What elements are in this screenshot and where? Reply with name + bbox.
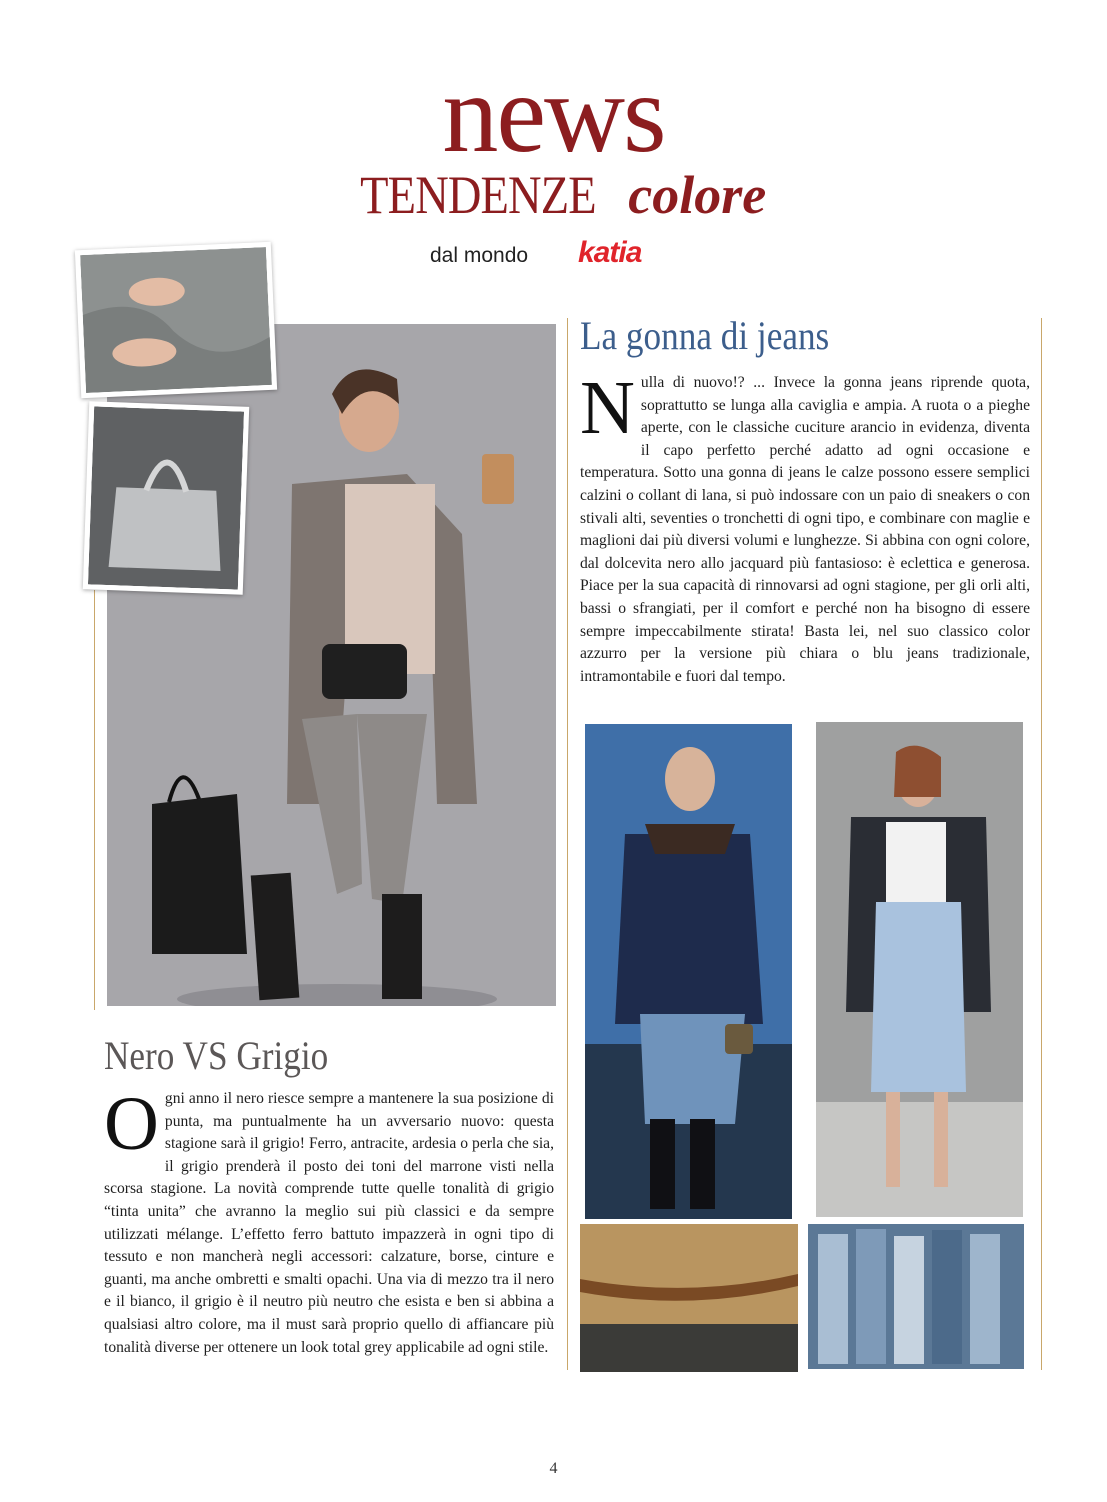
photo-grey-fabric-frame: [75, 242, 277, 398]
article-jeans-body: [580, 366, 1030, 688]
page-number: 4: [549, 1460, 558, 1477]
masthead-title: news: [442, 52, 665, 176]
photo-grey-handbag-frame: [83, 401, 249, 594]
subtitle-tendenze: TENDENZE: [359, 165, 596, 225]
photo-belt-detail: [580, 1224, 798, 1372]
subtitle-colore: colore: [628, 165, 767, 225]
center-column-rule: [567, 318, 568, 1370]
photo-street-denim-skirt: [816, 722, 1023, 1217]
article-grigio-title: Nero VS Grigio: [104, 1033, 329, 1078]
article-jeans-text: ulla di nuovo!? ... Invece la gonna jeans riprende quota, soprattutto se lunga alla caviglia e ampia. A ruota o a pieghe aperte, con le classiche cuciture arancio in evidenza, diventa il capo perfetto perché adatto ad ogni occasione e temperatura. Sotto una gonna di jeans le calze possono essere semplici calzini o collant di lana, si può indossare con un paio di sneakers o con stivali alti, seventies o tronchetti di ogni tipo, e combinare con maglie e maglioni dai più diversi volumi e lunghezze. Si abbina con ogni colore, dal dolcevita nero allo jacquard più fantasioso: è eclettica e generosa. Piace per la sua capacità di rinnovarsi ad ogni stagione, per gli orli alti, bassi o sfrangiati, per il comfort e perché non ha bisogno di essere sempre impeccabilmente stirata! Basta lei, nel suo classico color azzurro per la versione più chiara o blu jeans tradizionale, intramontabile e fuori dal tempo.: [580, 374, 1030, 685]
article-grigio-body: [104, 1082, 554, 1359]
photo-grey-handbag: [88, 406, 244, 589]
photo-hands-grey-fabric: [80, 247, 272, 393]
photo-runway-denim-skirt: [585, 724, 792, 1219]
masthead-subtitle: [0, 165, 1107, 225]
article-jeans-dropcap: N: [580, 366, 635, 450]
right-column-rule: [1041, 318, 1042, 1370]
katia-logo: katia: [578, 236, 642, 269]
left-column-rule: [94, 590, 95, 1010]
article-jeans-title: La gonna di jeans: [580, 313, 830, 358]
photo-stacked-jeans: [808, 1224, 1024, 1369]
article-grigio-text: gni anno il nero riesce sempre a mantenere la sua posizione di punta, ma puntualmente ha un avversario nuovo: questa stagione sarà il grigio! Ferro, antracite, ardesia o perla che sia, il grigio prenderà il posto dei toni del marrone visti nella scorsa stagione. La novità comprende tutte quelle tonalità di grigio “tinta unita” che avranno la meglio sui più classici e da sempre utilizzati mélange. L’effetto ferro battuto impazzerà in ogni tipo di tessuto e non mancherà negli accessori: calzature, borse, cinture e guanti, ma anche ombretti e smalti opachi. Una via di mezzo tra il nero e il bianco, il grigio è il neutro più neutro che esista e ben si abbina a qualsiasi altro colore, ma il must sarà proprio quello di affiancare più tonalità diverse per ottenere un look total grey applicabile ad ogni stile.: [104, 1090, 554, 1356]
tagline: dal mondo: [430, 244, 529, 267]
article-grigio-dropcap: O: [104, 1082, 159, 1166]
